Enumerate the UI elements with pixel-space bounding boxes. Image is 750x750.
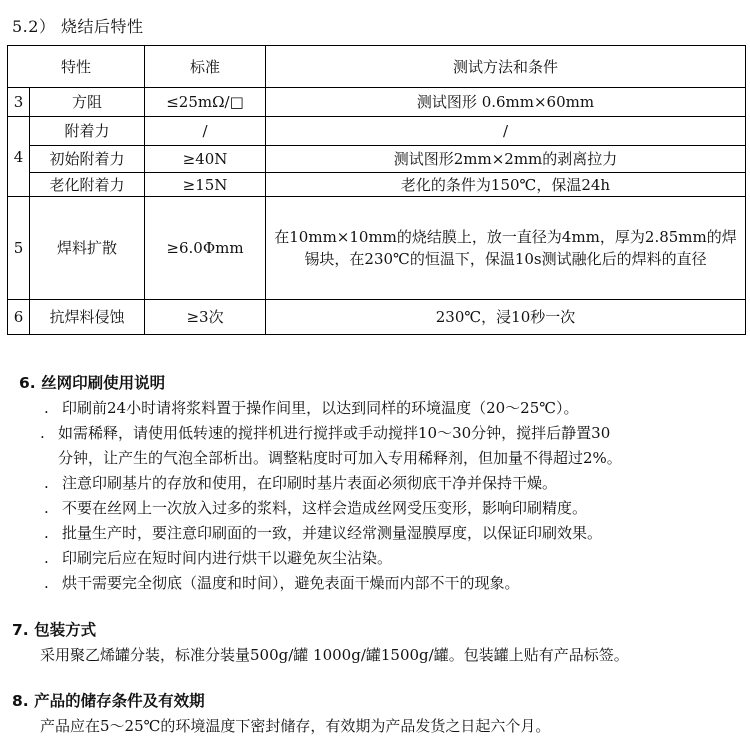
list-item	[44, 396, 579, 421]
list-item	[44, 571, 520, 596]
row-number: 5	[8, 197, 30, 300]
header-standard: 标准	[145, 46, 266, 88]
method-cell: 测试图形2mm×2mm的剥离拉力	[266, 146, 746, 173]
list-item-text: 印刷前24小时请将浆料置于操作间里，以达到同样的环境温度（20～25℃）。	[62, 399, 579, 417]
method-cell: 测试图形 0.6mm×60mm	[266, 88, 746, 117]
header-method: 测试方法和条件	[266, 46, 746, 88]
packaging-text: 采用聚乙烯罐分装，标准分装量500g/罐 1000g/罐1500g/罐。包装罐上贴有产品标签。	[40, 646, 629, 664]
row-number: 3	[8, 88, 30, 117]
method-cell: 230℃，浸10秒一次	[266, 300, 746, 335]
list-item-text: 如需稀释，请使用低转速的搅拌机进行搅拌或手动搅拌10～30分钟，搅拌后静置30	[58, 424, 611, 442]
standard-cell: /	[145, 117, 266, 146]
list-item	[44, 496, 587, 521]
section-6-heading: 6. 丝网印刷使用说明	[19, 374, 166, 392]
method-cell: 在10mm×10mm的烧结膜上，放一直径为4mm，厚为2.85mm的焊锡块，在230℃的恒温下，保温10s测试融化后的焊料的直径	[266, 197, 746, 300]
bullet-mark: .	[44, 474, 49, 492]
list-item-text: 不要在丝网上一次放入过多的浆料，这样会造成丝网受压变形，影响印刷精度。	[62, 499, 588, 517]
section-title: 5.2） 烧结后特性	[12, 17, 144, 36]
table-row	[8, 146, 746, 173]
table-row	[8, 173, 746, 197]
property-cell: 老化附着力	[30, 173, 145, 197]
list-item-text: 印刷完后应在短时间内进行烘干以避免灰尘沾染。	[62, 549, 393, 567]
row-number: 4	[8, 117, 30, 197]
table-header-row	[8, 46, 746, 88]
table-row	[8, 300, 746, 335]
standard-cell: ≥15N	[145, 173, 266, 197]
standard-cell: ≥6.0Φmm	[145, 197, 266, 300]
bullet-mark: .	[44, 549, 49, 567]
specs-table	[7, 45, 746, 335]
property-cell: 方阻	[30, 88, 145, 117]
table-row	[8, 88, 746, 117]
list-item-continuation: 分钟，让产生的气泡全部析出。调整粘度时可加入专用稀释剂，但加量不得超过2%。	[58, 449, 622, 467]
bullet-mark: .	[44, 399, 49, 417]
list-item	[44, 521, 602, 546]
method-cell: 老化的条件为150℃，保温24h	[266, 173, 746, 197]
section-8-heading: 8. 产品的储存条件及有效期	[12, 692, 205, 710]
section-7-heading: 7. 包装方式	[12, 621, 97, 639]
table-row	[8, 117, 746, 146]
storage-text: 产品应在5～25℃的环境温度下密封储存，有效期为产品发货之日起六个月。	[40, 717, 551, 735]
row-number: 6	[8, 300, 30, 335]
bullet-mark: .	[44, 499, 49, 517]
list-item	[44, 546, 392, 571]
standard-cell: ≥3次	[145, 300, 266, 335]
list-item-text: 注意印刷基片的存放和使用，在印刷时基片表面必须彻底干净并保持干燥。	[62, 474, 558, 492]
standard-cell: ≤25mΩ/□	[145, 88, 266, 117]
list-item	[40, 421, 610, 446]
property-cell: 抗焊料侵蚀	[30, 300, 145, 335]
property-cell: 附着力	[30, 117, 145, 146]
list-item-text: 批量生产时，要注意印刷面的一致，并建议经常测量湿膜厚度，以保证印刷效果。	[62, 524, 603, 542]
bullet-mark: .	[44, 524, 49, 542]
bullet-mark: .	[40, 424, 45, 442]
property-cell: 焊料扩散	[30, 197, 145, 300]
list-item	[44, 471, 557, 496]
header-property: 特性	[8, 46, 145, 88]
bullet-mark: .	[44, 574, 49, 592]
method-cell: /	[266, 117, 746, 146]
property-cell: 初始附着力	[30, 146, 145, 173]
list-item-text: 烘干需要完全彻底（温度和时间），避免表面干燥而内部不干的现象。	[62, 574, 520, 592]
table-row	[8, 197, 746, 300]
standard-cell: ≥40N	[145, 146, 266, 173]
